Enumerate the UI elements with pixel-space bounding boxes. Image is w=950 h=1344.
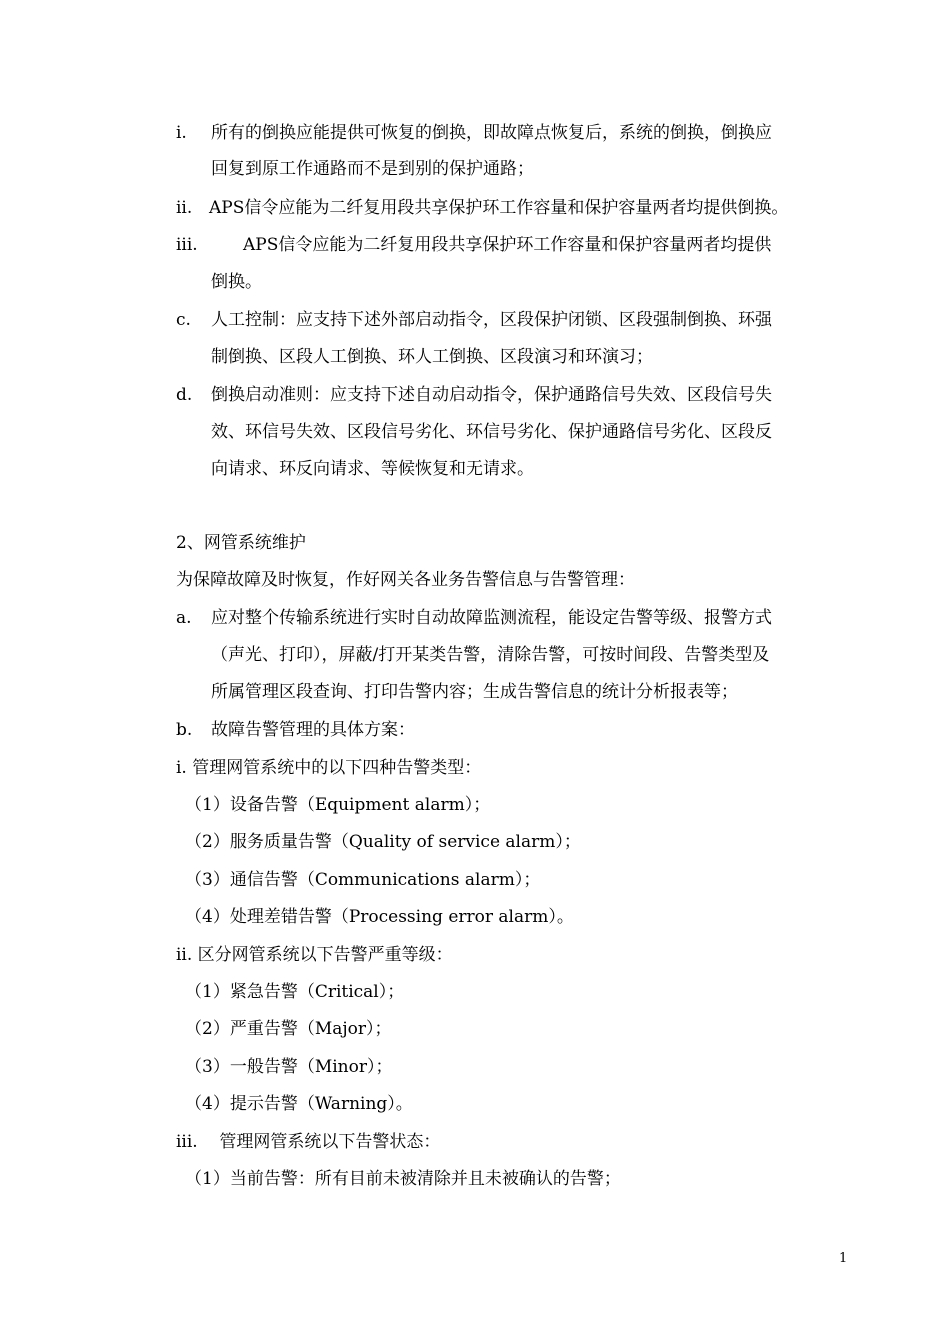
list-item-text: 效、环信号失效、区段信号劣化、环信号劣化、保护通路信号劣化、区段反: [211, 422, 772, 442]
alarm-type-item: （2）服务质量告警（Quality of service alarm）；: [185, 832, 581, 852]
list-item-text: （声光、打印），屏蔽/打开某类告警，清除告警，可按时间段、告警类型及: [211, 645, 770, 665]
list-item-text: 所属管理区段查询、打印告警内容；生成告警信息的统计分析报表等；: [211, 682, 738, 702]
severity-item: （3）一般告警（Minor）；: [185, 1057, 393, 1077]
subsection-heading-i: i. 管理网管系统中的以下四种告警类型：: [176, 758, 482, 778]
list-marker: iii.: [176, 235, 198, 255]
list-item-text: 应对整个传输系统进行实时自动故障监测流程，能设定告警等级、报警方式: [211, 608, 772, 628]
list-marker: c.: [176, 310, 191, 330]
list-item-text: 倒换启动准则：应支持下述自动启动指令，保护通路信号失效、区段信号失: [211, 385, 772, 405]
list-marker: a.: [176, 608, 192, 628]
list-item-text: 制倒换、区段人工倒换、环人工倒换、区段演习和环演习；: [211, 347, 653, 367]
list-item-text: 人工控制：应支持下述外部启动指令，区段保护闭锁、区段强制倒换、环强: [211, 310, 772, 330]
alarm-type-item: （4）处理差错告警（Processing error alarm）。: [185, 907, 574, 927]
list-item-text: APS信令应能为二纤复用段共享保护环工作容量和保护容量两者均提供: [243, 235, 772, 255]
alarm-type-item: （1）设备告警（Equipment alarm）；: [185, 795, 491, 815]
list-marker: d.: [176, 385, 193, 405]
severity-item: （4）提示告警（Warning）。: [185, 1094, 413, 1114]
list-item-text: APS信令应能为二纤复用段共享保护环工作容量和保护容量两者均提供倒换。: [209, 198, 789, 218]
severity-item: （2）严重告警（Major）；: [185, 1019, 392, 1039]
section-intro: 为保障故障及时恢复，作好网关各业务告警信息与告警管理：: [176, 570, 635, 590]
list-marker: b.: [176, 720, 193, 740]
list-item-text: 故障告警管理的具体方案：: [211, 720, 415, 740]
page-number: 1: [839, 1251, 848, 1266]
list-item-text: 向请求、环反向请求、等候恢复和无请求。: [211, 459, 534, 479]
severity-item: （1）紧急告警（Critical）；: [185, 982, 405, 1002]
list-item-text: 所有的倒换应能提供可恢复的倒换，即故障点恢复后，系统的倒换，倒换应: [211, 123, 772, 143]
alarm-state-item: （1）当前告警：所有目前未被清除并且未被确认的告警；: [185, 1169, 621, 1189]
list-marker: i.: [176, 123, 187, 143]
subsection-heading-ii: ii. 区分网管系统以下告警严重等级：: [176, 945, 453, 965]
list-item-text: 回复到原工作通路而不是到别的保护通路；: [211, 159, 534, 179]
alarm-type-item: （3）通信告警（Communications alarm）；: [185, 870, 541, 890]
subsection-heading-iii: iii. 管理网管系统以下告警状态：: [176, 1132, 441, 1152]
section-heading: 2、网管系统维护: [176, 533, 306, 553]
list-item-text: 倒换。: [211, 272, 262, 292]
list-marker: ii.: [176, 198, 193, 218]
